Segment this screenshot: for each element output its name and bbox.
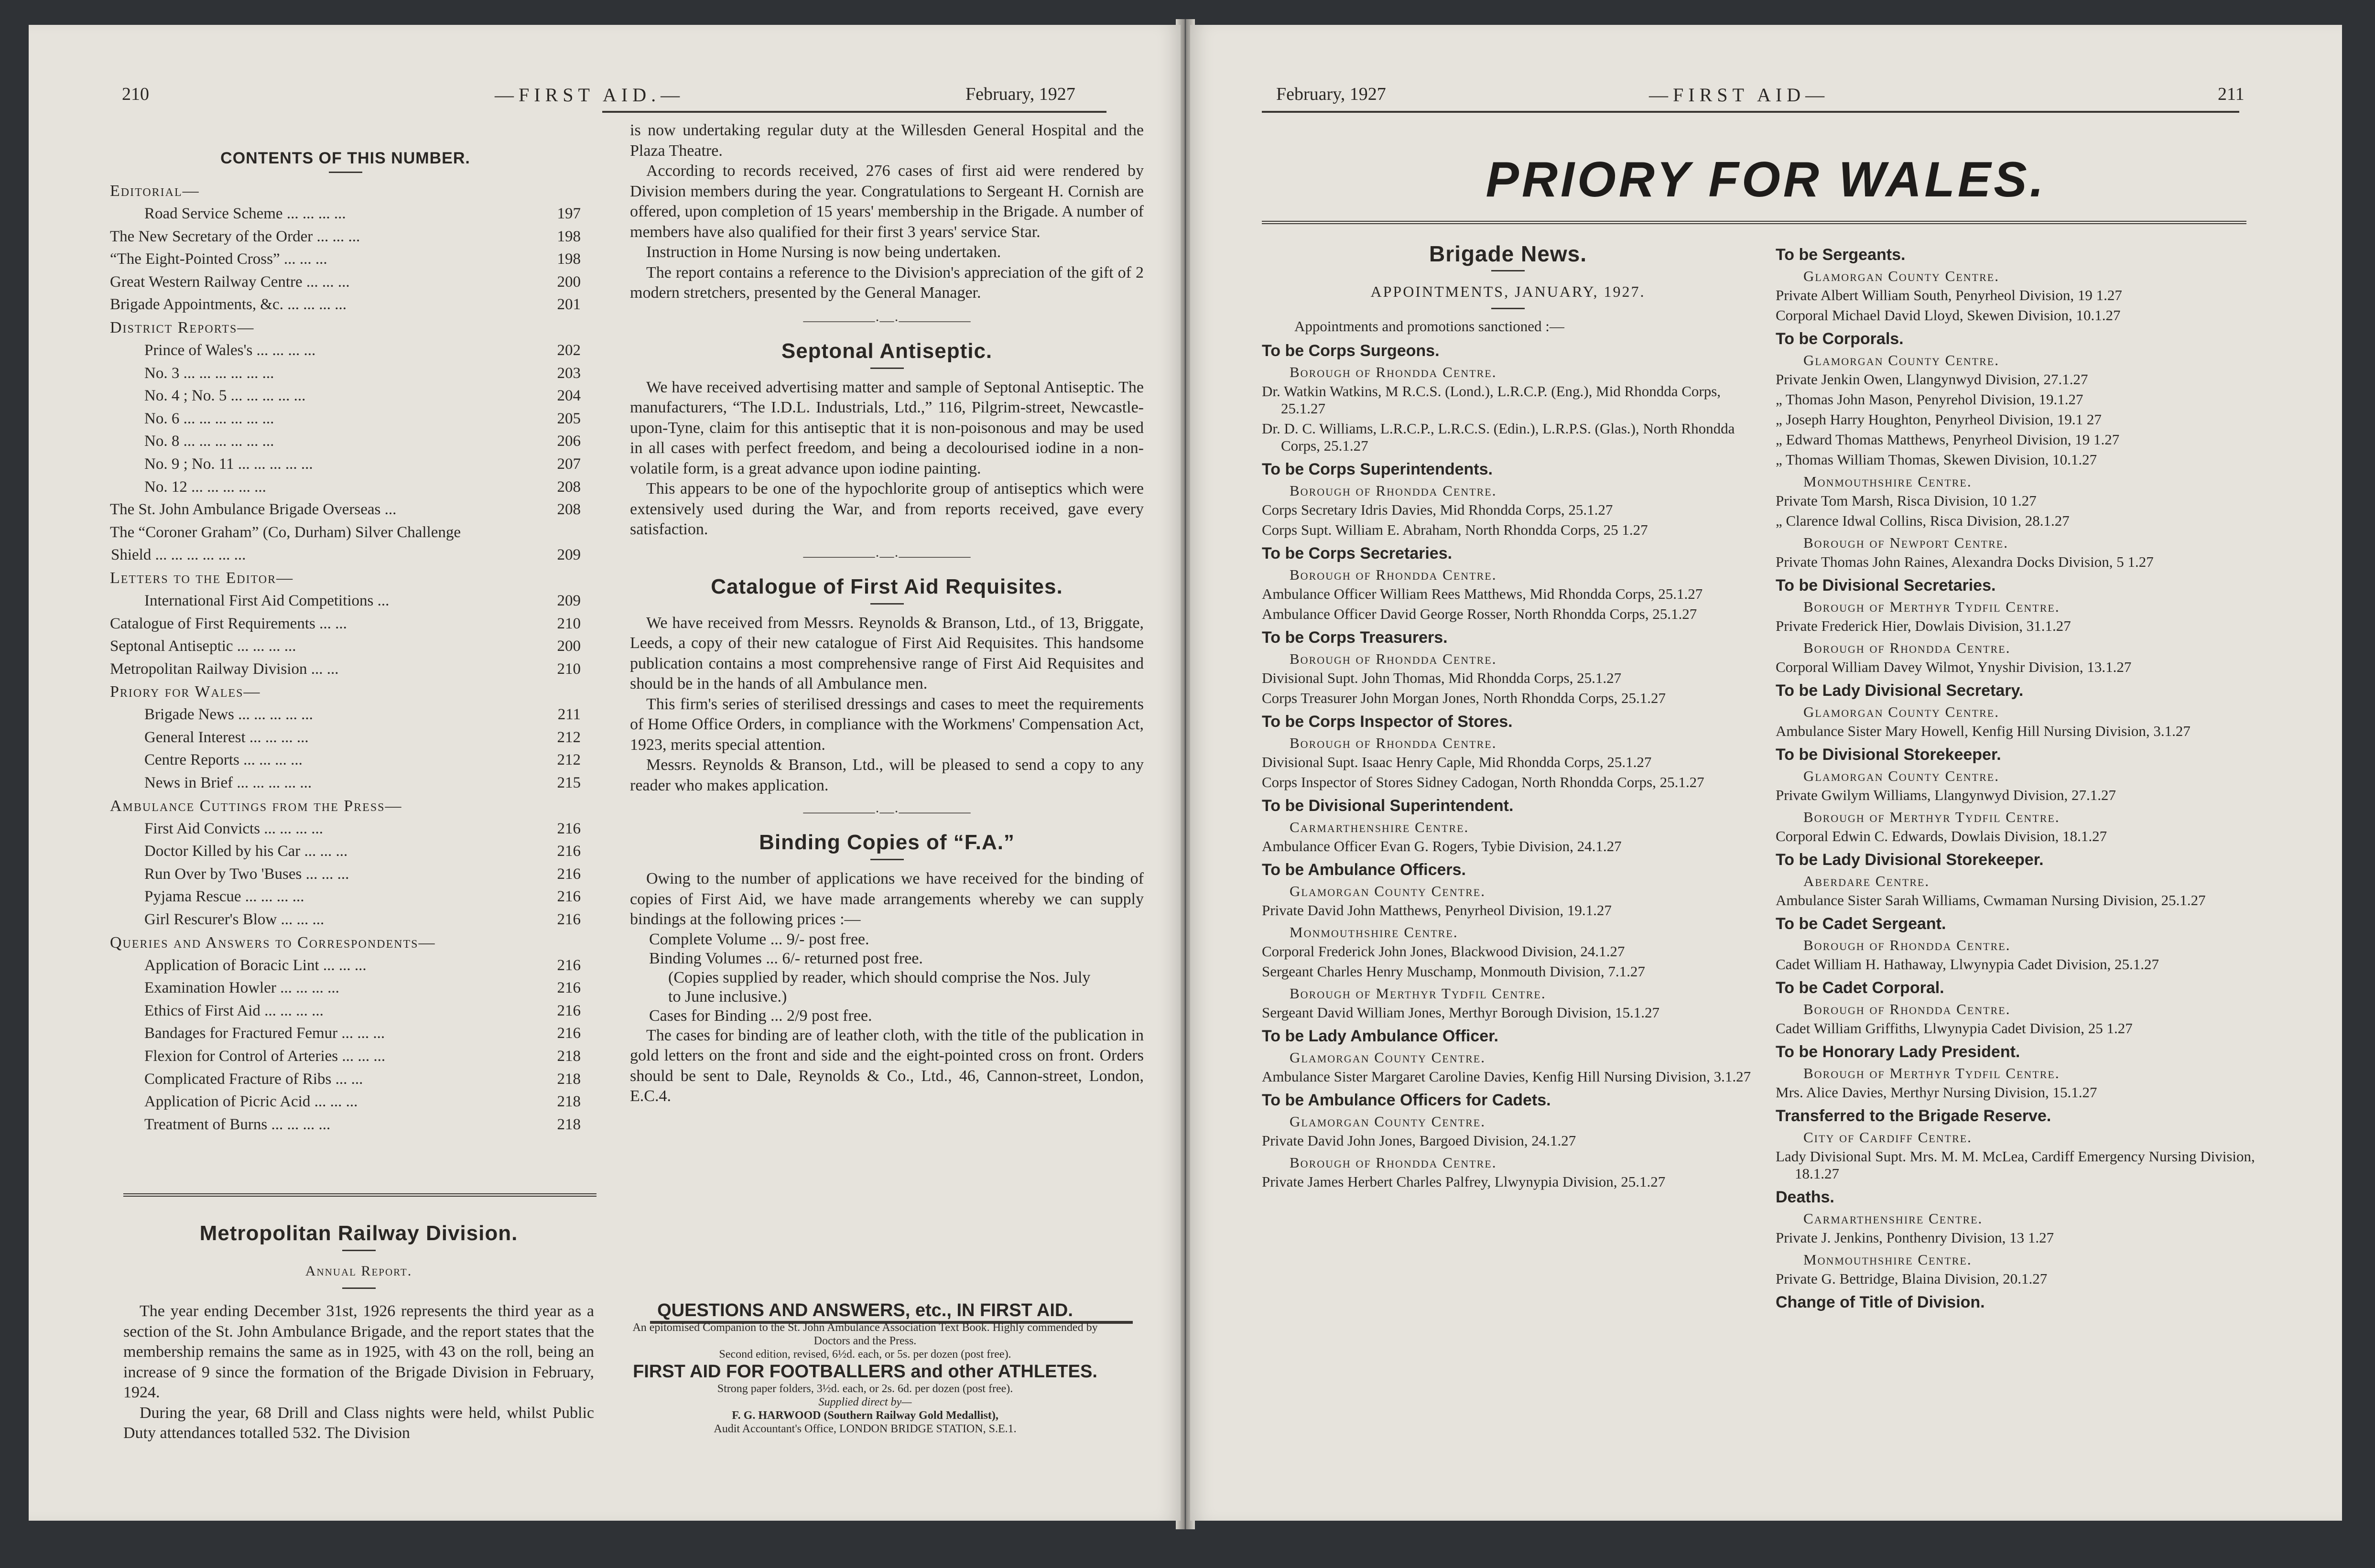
- contents-entry-page: 198: [557, 250, 581, 268]
- contents-entry-title: “The Eight-Pointed Cross” ... ... ...: [110, 250, 327, 268]
- appointment-heading: To be Lady Divisional Secretary.: [1776, 681, 2024, 700]
- centre-name: Glamorgan County Centre.: [1803, 352, 1999, 368]
- appointment-heading: To be Honorary Lady President.: [1776, 1043, 2020, 1061]
- contents-entry: [110, 226, 581, 249]
- contents-entry: [110, 863, 581, 886]
- centre-name: Glamorgan County Centre.: [1290, 883, 1486, 899]
- contents-entry-title: Prince of Wales's ... ... ... ...: [144, 341, 316, 359]
- contents-entry: [110, 430, 581, 453]
- contents-title: CONTENTS OF THIS NUMBER.: [220, 149, 470, 167]
- appointment-heading: To be Corps Superintendents.: [1262, 460, 1493, 478]
- contents-entry-title: The “Coroner Graham” (Co, Durham) Silver Challenge: [110, 523, 461, 541]
- metro-title: Metropolitan Railway Division.: [199, 1222, 518, 1245]
- ad-headline: FIRST AID FOR FOOTBALLERS and other ATHLETES.: [633, 1362, 1097, 1382]
- contents-entry-page: 201: [557, 296, 581, 314]
- contents-entry-page: 216: [557, 865, 581, 883]
- contents-entry-title: Letters to the Editor—: [110, 569, 294, 587]
- contents-entry-title: No. 4 ; No. 5 ... ... ... ... ...: [144, 387, 306, 405]
- centre-name: Monmouthshire Centre.: [1290, 924, 1458, 941]
- price-note: (Copies supplied by reader, which should comprise the Nos. July to June inclusive.): [668, 968, 1091, 1006]
- metro-paragraph: During the year, 68 Drill and Class nights were held, whilst Public Duty attendances totalled 532. The Division: [123, 1404, 594, 1442]
- ad-text: Second edition, revised, 6½d. each, or 5s. per dozen (post free).: [719, 1348, 1011, 1361]
- metro-subtitle: Annual Report.: [305, 1263, 412, 1279]
- ornament-divider: —————·—·—————: [803, 312, 971, 328]
- right-page-number: 211: [2218, 84, 2245, 104]
- title-dash: [870, 603, 904, 605]
- contents-entry-page: [552, 567, 581, 590]
- contents-entry-title: Application of Picric Acid ... ... ...: [144, 1093, 358, 1111]
- contents-entry-page: 218: [557, 1115, 581, 1133]
- appointment-entry: Corporal Frederick John Jones, Blackwood Division, 24.1.27: [1262, 943, 1625, 960]
- contents-entry-title: No. 6 ... ... ... ... ... ...: [144, 410, 274, 427]
- appointments-list: [1776, 244, 2277, 1313]
- contents-entry: [110, 408, 581, 431]
- contents-entry: [110, 1091, 581, 1114]
- ornament-divider: —————·—·—————: [803, 548, 971, 564]
- appointment-entry: Ambulance Officer William Rees Matthews, Mid Rhondda Corps, 25.1.27: [1262, 585, 1703, 602]
- centre-name: Carmarthenshire Centre.: [1290, 819, 1469, 835]
- brigade-news-title: Brigade News.: [1429, 241, 1587, 266]
- contents-entry-page: 215: [557, 774, 581, 792]
- contents-list: [110, 180, 581, 1136]
- contents-entry-page: 209: [557, 546, 581, 564]
- contents-entry: [110, 385, 581, 408]
- appointment-heading: Change of Title of Division.: [1776, 1293, 1985, 1311]
- contents-entry: [110, 590, 581, 613]
- contents-entry-title: Ethics of First Aid ... ... ... ...: [144, 1002, 324, 1019]
- contents-entry-title: Treatment of Burns ... ... ... ...: [144, 1115, 331, 1133]
- appointment-entry: Corps Treasurer John Morgan Jones, North Rhondda Corps, 25.1.27: [1262, 690, 1666, 706]
- contents-entry-page: 216: [557, 843, 581, 860]
- appointment-entry: Lady Divisional Supt. Mrs. M. M. McLea, Cardiff Emergency Nursing Division, 18.1.27: [1776, 1148, 2255, 1182]
- section-rule: [123, 1193, 596, 1197]
- appointment-entry: Corporal William Davey Wilmot, Ynyshir Division, 13.1.27: [1776, 659, 2132, 675]
- contents-entry: [110, 271, 581, 294]
- right-date: February, 1927: [1276, 84, 1386, 104]
- contents-entry: [110, 658, 581, 681]
- contents-entry-page: 205: [557, 410, 581, 427]
- contents-entry-page: [552, 931, 581, 954]
- contents-entry-title: Brigade Appointments, &c. ... ... ... ...: [110, 296, 347, 314]
- centre-name: Glamorgan County Centre.: [1803, 703, 1999, 720]
- appointment-entry: Ambulance Officer Evan G. Rogers, Tybie Division, 24.1.27: [1262, 838, 1622, 854]
- contents-entry-title: District Reports—: [110, 318, 255, 336]
- harwood-advertisement: [626, 1300, 1104, 1436]
- right-running-head: [1190, 80, 2342, 113]
- appointment-heading: To be Divisional Secretaries.: [1776, 576, 1996, 595]
- ad-text: F. G. HARWOOD (Southern Railway Gold Medallist),: [732, 1409, 998, 1422]
- contents-entry-title: First Aid Convicts ... ... ... ...: [144, 820, 324, 837]
- centre-name: Borough of Merthyr Tydfil Centre.: [1803, 1065, 2060, 1081]
- appointment-entry: Private Frederick Hier, Dowlais Division, 31.1.27: [1776, 617, 2071, 634]
- ad-text: Audit Accountant's Office, LONDON BRIDGE STATION, S.E.1.: [714, 1423, 1017, 1435]
- contents-entry-page: [552, 316, 581, 339]
- title-dash: [329, 172, 362, 173]
- centre-name: Borough of Rhondda Centre.: [1803, 937, 2011, 953]
- binding-title: Binding Copies of “F.A.”: [759, 831, 1015, 854]
- contents-entry-title: The St. John Ambulance Brigade Overseas ...: [110, 501, 397, 519]
- contents-entry-title: Priory for Wales—: [110, 683, 261, 701]
- title-dash: [1491, 308, 1525, 309]
- contents-entry: [110, 521, 581, 544]
- price-line: Binding Volumes ... 6/- returned post free.: [649, 949, 923, 967]
- contents-entry: [110, 635, 581, 658]
- appointment-heading: To be Cadet Sergeant.: [1776, 915, 1946, 933]
- contents-entry-title: No. 3 ... ... ... ... ... ...: [144, 364, 274, 382]
- centre-name: Borough of Merthyr Tydfil Centre.: [1290, 985, 1546, 1002]
- appointment-heading: To be Sergeants.: [1776, 246, 1906, 264]
- centre-name: Aberdare Centre.: [1803, 873, 1930, 889]
- binding-paragraph: Owing to the number of applications we have received for the binding of copies of First Aid, we have made arrangements whereby we can supply bindings at the following prices :—: [630, 870, 1144, 928]
- appointment-entry: Mrs. Alice Davies, Merthyr Nursing Division, 15.1.27: [1776, 1084, 2097, 1101]
- contents-entry-page: 218: [557, 1093, 581, 1111]
- contents-entry-title: Septonal Antiseptic ... ... ... ...: [110, 638, 296, 655]
- septonal-paragraph: This appears to be one of the hypochlorite group of antiseptics which were extensively used during the War, and from reports received, gave every satisfaction.: [630, 480, 1144, 538]
- centre-name: Glamorgan County Centre.: [1290, 1049, 1486, 1066]
- contents-entry-page: 200: [557, 273, 581, 291]
- appointments-heading: APPOINTMENTS, JANUARY, 1927.: [1370, 283, 1646, 300]
- contents-entry: [110, 203, 581, 226]
- contents-entry: [110, 613, 581, 636]
- binding-prices: [630, 930, 1144, 1026]
- centre-name: Monmouthshire Centre.: [1803, 1251, 1972, 1268]
- price-line: Complete Volume ... 9/- post free.: [649, 930, 869, 948]
- contents-entry: [110, 362, 581, 385]
- centre-name: Borough of Rhondda Centre.: [1290, 1154, 1497, 1171]
- contents-entry-page: 208: [557, 478, 581, 496]
- contents-entry-title: General Interest ... ... ... ...: [144, 728, 309, 746]
- right-running-title: —FIRST AID—: [1649, 84, 1830, 106]
- contents-entry: [110, 908, 581, 931]
- price-line: Cases for Binding ... 2/9 post free.: [649, 1006, 872, 1025]
- contents-entry-page: 216: [557, 911, 581, 929]
- catalogue-paragraph: This firm's series of sterilised dressings and cases to meet the requirements of Home Office Orders, in compliance with the Workmens' Compensation Act, 1923, merits special attention.: [630, 695, 1144, 754]
- left-date: February, 1927: [965, 84, 1075, 104]
- contents-entry-title: Complicated Fracture of Ribs ... ...: [144, 1070, 363, 1088]
- contents-entry: [110, 703, 581, 726]
- contents-entry-page: 202: [557, 341, 581, 359]
- appointment-entry: Sergeant David William Jones, Merthyr Borough Division, 15.1.27: [1262, 1004, 1659, 1021]
- contents-entry-page: 204: [557, 387, 581, 405]
- binding-paragraph: The cases for binding are of leather cloth, with the title of the publication in gold letters on the front and side and the eight-pointed cross on front. Orders should be sent to Dale, Reynolds & Co., Ltd., 46, Cannon-street, London, E.C.4.: [630, 1026, 1144, 1105]
- sanctioned-line: Appointments and promotions sanctioned :—: [1294, 318, 1564, 335]
- appointment-entry: Private Albert William South, Penyrheol Division, 19 1.27: [1776, 287, 2122, 303]
- centre-name: Glamorgan County Centre.: [1290, 1113, 1486, 1130]
- contents-entry-title: Centre Reports ... ... ... ...: [144, 751, 303, 769]
- appointment-entry: Corps Inspector of Stores Sidney Cadogan, North Rhondda Corps, 25.1.27: [1262, 774, 1704, 790]
- contents-entry-page: 209: [557, 592, 581, 609]
- left-running-head: [29, 80, 1181, 113]
- appointment-entry: Private Jenkin Owen, Llangynwyd Division, 27.1.27: [1776, 371, 2088, 388]
- contents-heading: [110, 316, 581, 339]
- contents-entry: [110, 840, 581, 863]
- appointment-heading: Transferred to the Brigade Reserve.: [1776, 1107, 2051, 1125]
- contents-column: [110, 147, 581, 1136]
- title-dash: [870, 368, 904, 369]
- septonal-paragraph: We have received advertising matter and sample of Septonal Antiseptic. The manufacturers, “The I.D.L. Industrials, Ltd.,” 116, Pilgrim-street, Newcastle-upon-Tyne, claim for this antiseptic that it is non-poisonous and may be used in all cases with perfect freedom, and being a decolourised iodine in a non-volatile form, is a great advance upon iodine painting.: [630, 378, 1144, 477]
- appointment-entry: Private G. Bettridge, Blaina Division, 20.1.27: [1776, 1270, 2048, 1287]
- contents-entry: [110, 1000, 581, 1023]
- appointment-entry: Divisional Supt. John Thomas, Mid Rhondda Corps, 25.1.27: [1262, 670, 1622, 686]
- division-paragraph: Instruction in Home Nursing is now being undertaken.: [646, 243, 1001, 261]
- centre-name: Glamorgan County Centre.: [1803, 268, 1999, 284]
- left-page-number: 210: [122, 84, 149, 104]
- contents-entry-page: 210: [557, 660, 581, 678]
- contents-entry-title: Great Western Railway Centre ... ... ...: [110, 273, 350, 291]
- appointment-heading: To be Lady Divisional Storekeeper.: [1776, 851, 2044, 869]
- division-paragraph: is now undertaking regular duty at the Willesden General Hospital and the Plaza Theatre.: [630, 121, 1144, 160]
- header-rule: [602, 111, 1106, 113]
- metro-column: [123, 1222, 594, 1444]
- contents-entry: [110, 749, 581, 772]
- centre-name: Borough of Newport Centre.: [1803, 534, 2008, 551]
- centre-name: Borough of Rhondda Centre.: [1290, 482, 1497, 499]
- right-page: [1190, 25, 2342, 1521]
- appointment-heading: To be Corps Treasurers.: [1262, 628, 1448, 647]
- contents-heading: [110, 795, 581, 818]
- ad-text: Strong paper folders, 3½d. each, or 2s. 6d. per dozen (post free).: [717, 1383, 1013, 1395]
- metro-paragraph: The year ending December 31st, 1926 represents the third year as a section of the St. John Ambulance Brigade, and the report states that the membership remains the same as in 1925, with 43 on the roll, being an increase of 9 since the formation of the Brigade Division in February, 1924.: [123, 1302, 594, 1401]
- appointment-heading: To be Corps Surgeons.: [1262, 342, 1440, 360]
- contents-entry-title: Flexion for Control of Arteries ... ... ...: [144, 1048, 386, 1065]
- appointment-entry: Private David John Matthews, Penyrheol Division, 19.1.27: [1262, 902, 1612, 919]
- appointment-entry: Sergeant Charles Henry Muschamp, Monmouth Division, 7.1.27: [1262, 963, 1645, 980]
- contents-heading: [110, 681, 581, 703]
- catalogue-title: Catalogue of First Aid Requisites.: [711, 574, 1063, 598]
- contents-entry-page: 206: [557, 433, 581, 450]
- contents-entry: [110, 818, 581, 841]
- contents-heading: [110, 180, 581, 203]
- appointment-entry: Corps Supt. William E. Abraham, North Rhondda Corps, 25 1.27: [1262, 521, 1648, 538]
- appointment-entry: Private Thomas John Raines, Alexandra Docks Division, 5 1.27: [1776, 553, 2154, 570]
- contents-entry-title: Brigade News ... ... ... ... ...: [144, 706, 313, 724]
- left-running-title: —FIRST AID.—: [495, 84, 685, 106]
- contents-heading: [110, 931, 581, 954]
- left-page: [29, 25, 1181, 1521]
- contents-entry-title: Application of Boracic Lint ... ... ...: [144, 956, 367, 974]
- contents-entry-page: [552, 521, 581, 544]
- appointment-entry: Ambulance Officer David George Rosser, North Rhondda Corps, 25.1.27: [1262, 606, 1697, 622]
- priory-title: PRIORY FOR WALES.: [1486, 152, 2047, 207]
- appointments-list: [1262, 340, 1754, 1190]
- appointment-entry: Corporal Edwin C. Edwards, Dowlais Division, 18.1.27: [1776, 828, 2107, 844]
- appointment-entry: „ Thomas John Mason, Penyrehol Division, 19.1.27: [1776, 391, 2083, 408]
- appointment-entry: „ Joseph Harry Houghton, Penyrheol Division, 19.1 27: [1776, 411, 2102, 428]
- contents-entry-title: International First Aid Competitions ...: [144, 592, 390, 609]
- appointment-entry: „ Thomas William Thomas, Skewen Division, 10.1.27: [1776, 451, 2097, 468]
- contents-entry: [110, 476, 581, 499]
- contents-entry-page: 203: [557, 364, 581, 382]
- ad-headline: QUESTIONS AND ANSWERS, etc., IN FIRST AID.: [657, 1300, 1073, 1320]
- appointment-entry: Corps Secretary Idris Davies, Mid Rhondda Corps, 25.1.27: [1262, 501, 1613, 518]
- appointment-entry: Private David John Jones, Bargoed Division, 24.1.27: [1262, 1132, 1576, 1149]
- contents-entry-title: Shield ... ... ... ... ... ...: [111, 546, 246, 564]
- contents-entry-page: [552, 795, 581, 818]
- appointment-heading: Deaths.: [1776, 1188, 1834, 1206]
- contents-entry-title: Bandages for Fractured Femur ... ... ...: [144, 1025, 385, 1042]
- centre-name: Borough of Rhondda Centre.: [1290, 364, 1497, 380]
- contents-entry-title: Catalogue of First Requirements ... ...: [110, 615, 347, 632]
- appointment-entry: Cadet William H. Hathaway, Llwynypia Cadet Division, 25.1.27: [1776, 956, 2159, 973]
- appointment-heading: To be Lady Ambulance Officer.: [1262, 1027, 1498, 1045]
- contents-entry: [110, 772, 581, 795]
- appointment-heading: To be Ambulance Officers.: [1262, 861, 1466, 879]
- title-dash: [342, 1250, 376, 1251]
- appointment-entry: „ Edward Thomas Matthews, Penyrheol Division, 19 1.27: [1776, 431, 2120, 448]
- contents-entry: [110, 886, 581, 908]
- centre-name: Borough of Rhondda Centre.: [1803, 1001, 2011, 1017]
- appointment-entry: Private J. Jenkins, Ponthenry Division, 13 1.27: [1776, 1229, 2054, 1246]
- appointment-entry: Divisional Supt. Isaac Henry Caple, Mid Rhondda Corps, 25.1.27: [1262, 754, 1652, 770]
- centre-name: Borough of Merthyr Tydfil Centre.: [1803, 598, 2060, 615]
- contents-entry-page: 207: [557, 455, 581, 473]
- appointment-heading: To be Divisional Storekeeper.: [1776, 746, 2001, 764]
- catalogue-paragraph: We have received from Messrs. Reynolds & Branson, Ltd., of 13, Briggate, Leeds, a copy of their new catalogue of First Aid Requisites. This handsome publication contains a most comprehensive range of First Aid Requisites and should be in the hands of all Ambulance men.: [630, 614, 1144, 692]
- septonal-title: Septonal Antiseptic.: [781, 339, 993, 363]
- contents-entry-title: No. 9 ; No. 11 ... ... ... ... ...: [144, 455, 313, 473]
- appointment-entry: Dr. Watkin Watkins, M R.C.S. (Lond.), L.R.C.P. (Eng.), Mid Rhondda Corps, 25.1.27: [1262, 383, 1721, 417]
- contents-entry-page: 210: [557, 615, 581, 632]
- contents-entry: [110, 498, 581, 521]
- contents-entry-page: 216: [557, 1002, 581, 1019]
- contents-entry-page: 197: [557, 205, 581, 222]
- contents-entry: [110, 1045, 581, 1068]
- contents-entry-page: 216: [557, 979, 581, 997]
- contents-entry: [110, 544, 581, 567]
- contents-entry-title: Ambulance Cuttings from the Press—: [110, 797, 402, 815]
- contents-entry-page: 198: [557, 227, 581, 245]
- contents-entry-page: 216: [557, 1025, 581, 1042]
- appointment-heading: To be Corporals.: [1776, 330, 1904, 348]
- appointment-heading: To be Corps Inspector of Stores.: [1262, 713, 1513, 731]
- contents-entry-page: 208: [557, 501, 581, 519]
- centre-name: Monmouthshire Centre.: [1803, 473, 1972, 490]
- contents-entry-title: The New Secretary of the Order ... ... ...: [110, 227, 360, 245]
- appointment-entry: Private James Herbert Charles Palfrey, Llwynypia Division, 25.1.27: [1262, 1173, 1666, 1190]
- centre-name: Borough of Rhondda Centre.: [1290, 566, 1497, 583]
- contents-entry: [110, 293, 581, 316]
- title-dash: [1491, 270, 1525, 271]
- contents-entry-title: Doctor Killed by his Car ... ... ...: [144, 843, 348, 860]
- appointment-entry: Ambulance Sister Sarah Williams, Cwmaman Nursing Division, 25.1.27: [1776, 892, 2206, 908]
- centre-name: Carmarthenshire Centre.: [1803, 1210, 1983, 1227]
- appointment-entry: Cadet William Griffiths, Llwynypia Cadet Division, 25 1.27: [1776, 1020, 2133, 1037]
- contents-entry-title: Run Over by Two 'Buses ... ... ...: [144, 865, 349, 883]
- contents-entry-page: 216: [557, 888, 581, 906]
- contents-entry-title: Editorial—: [110, 182, 200, 200]
- contents-entry-title: Metropolitan Railway Division ... ...: [110, 660, 339, 678]
- contents-entry-title: Pyjama Rescue ... ... ... ...: [144, 888, 304, 906]
- appointment-entry: Private Gwilym Williams, Llangynwyd Division, 27.1.27: [1776, 787, 2116, 803]
- contents-entry: [110, 977, 581, 1000]
- contents-entry: [110, 339, 581, 362]
- contents-entry-page: 200: [557, 638, 581, 655]
- centre-name: Glamorgan County Centre.: [1803, 768, 1999, 784]
- contents-entry-page: 211: [557, 706, 581, 724]
- appointment-entry: „ Clarence Idwal Collins, Risca Division, 28.1.27: [1776, 512, 2070, 529]
- contents-entry-page: 212: [557, 728, 581, 746]
- contents-entry-page: [552, 681, 581, 703]
- appointments-column-2: [1776, 240, 2277, 1313]
- division-paragraph: According to records received, 276 cases of first aid were rendered by Division members during the year. Congratulations to Sergeant H. Cornish are offered, upon completion of 15 years' membership in the Brigade. A number of members have also qualified for their first 3 years' service Star.: [630, 162, 1144, 241]
- contents-entry-page: 216: [557, 956, 581, 974]
- centre-name: Borough of Rhondda Centre.: [1290, 650, 1497, 667]
- centre-name: Borough of Rhondda Centre.: [1290, 735, 1497, 751]
- appointment-entry: Ambulance Sister Mary Howell, Kenfig Hill Nursing Division, 3.1.27: [1776, 723, 2191, 739]
- division-paragraph: The report contains a reference to the Division's appreciation of the gift of 2 modern stretchers, presented by the General Manager.: [630, 263, 1144, 302]
- appointment-heading: To be Cadet Corporal.: [1776, 979, 1944, 997]
- contents-entry-page: 218: [557, 1070, 581, 1088]
- contents-entry-title: Girl Rescurer's Blow ... ... ...: [144, 911, 325, 929]
- appointment-entry: Ambulance Sister Margaret Caroline Davies, Kenfig Hill Nursing Division, 3.1.27: [1262, 1068, 1751, 1085]
- appointments-column-1: [1262, 242, 1754, 1193]
- contents-entry: [110, 726, 581, 749]
- second-column: [630, 120, 1144, 1107]
- appointment-entry: Dr. D. C. Williams, L.R.C.P., L.R.C.S. (Edin.), L.R.P.S. (Glas.), North Rhondda Corps, 25.1.27: [1262, 420, 1735, 454]
- ad-text: Supplied direct by—: [818, 1396, 912, 1408]
- contents-entry-title: No. 8 ... ... ... ... ... ...: [144, 433, 274, 450]
- contents-entry-title: Examination Howler ... ... ... ...: [144, 979, 339, 997]
- appointment-entry: Private Tom Marsh, Risca Division, 10 1.27: [1776, 492, 2037, 509]
- centre-name: Borough of Merthyr Tydfil Centre.: [1803, 809, 2060, 825]
- contents-entry: [110, 1068, 581, 1091]
- catalogue-paragraph: Messrs. Reynolds & Branson, Ltd., will be pleased to send a copy to any reader who makes application.: [630, 756, 1144, 794]
- contents-entry: [110, 453, 581, 476]
- contents-entry-title: News in Brief ... ... ... ... ...: [144, 774, 312, 792]
- appointment-heading: To be Corps Secretaries.: [1262, 544, 1453, 562]
- appointment-heading: To be Ambulance Officers for Cadets.: [1262, 1091, 1551, 1109]
- contents-entry-page: 212: [557, 751, 581, 769]
- centre-name: Borough of Rhondda Centre.: [1803, 639, 2011, 656]
- contents-entry: [110, 1022, 581, 1045]
- title-dash: [342, 1287, 376, 1289]
- title-dash: [870, 859, 904, 860]
- contents-heading: [110, 567, 581, 590]
- contents-entry: [110, 954, 581, 977]
- contents-entry-page: 218: [557, 1048, 581, 1065]
- ad-text: An epitomised Companion to the St. John Ambulance Association Text Book. Highly commended by Doctors and the Press.: [632, 1321, 1098, 1347]
- contents-entry-page: 216: [557, 820, 581, 837]
- contents-entry-page: [552, 180, 581, 203]
- contents-entry: [110, 248, 581, 271]
- appointment-heading: To be Divisional Superintendent.: [1262, 797, 1514, 815]
- contents-entry-title: Queries and Answers to Correspondents—: [110, 933, 436, 952]
- title-rule: [1262, 221, 2246, 224]
- appointment-entry: Corporal Michael David Lloyd, Skewen Division, 10.1.27: [1776, 307, 2121, 324]
- header-rule: [1262, 111, 2239, 113]
- ornament-divider: —————·—·—————: [803, 804, 971, 820]
- centre-name: City of Cardiff Centre.: [1803, 1129, 1972, 1146]
- contents-entry-title: Road Service Scheme ... ... ... ...: [144, 205, 346, 222]
- contents-entry-title: No. 12 ... ... ... ... ...: [144, 478, 266, 496]
- contents-entry: [110, 1114, 581, 1136]
